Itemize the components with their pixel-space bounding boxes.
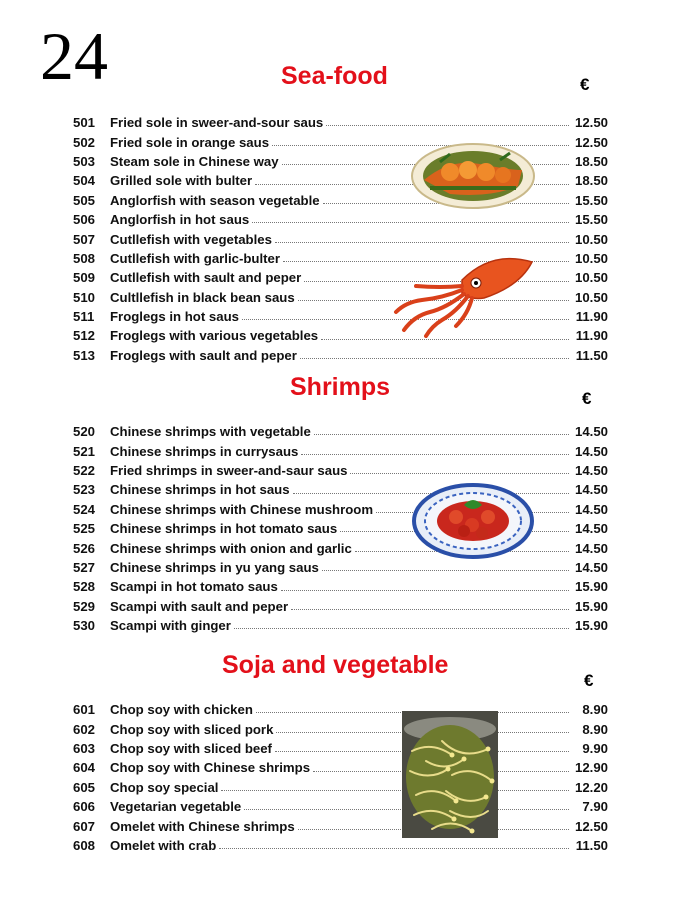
item-number: 505 [73,192,96,208]
item-name: Omelet with Chinese shrimps [110,818,295,834]
menu-item [73,594,608,613]
item-number: 511 [73,309,95,325]
menu-item [73,438,608,457]
item-number: 528 [73,579,96,595]
item-price: 8.90 [582,702,608,718]
item-number: 526 [73,540,96,556]
menu-item [73,755,608,774]
item-name: Chinese shrimps with onion and garlic [110,540,352,556]
menu-item [73,613,608,632]
item-name: Chop soy with chicken [110,702,253,718]
page-number: 24 [40,18,108,94]
item-number: 506 [73,212,96,228]
item-number: 606 [73,799,96,815]
item-name: Chop soy with Chinese shrimps [110,760,311,776]
item-price: 15.90 [574,598,608,614]
euro-symbol: € [584,671,594,690]
dot-leader [221,790,569,791]
dot-leader [350,473,569,474]
menu-item [73,775,608,794]
menu-item [73,343,608,362]
item-price: 15.90 [574,618,608,634]
item-name: Chinese shrimps in yu yang saus [110,559,319,575]
item-name: Fried sole in orange saus [110,134,270,150]
dot-leader [234,628,569,629]
euro-symbol: € [582,389,592,408]
item-number: 522 [73,462,96,478]
item-number: 604 [73,760,96,776]
item-name: Fried sole in sweer-and-sour saus [110,115,324,131]
item-number: 512 [73,328,96,344]
item-name: Grilled sole with bulter [110,173,253,189]
item-name: Cutllefish with vegetables [110,231,272,247]
soja-menu-list [73,697,608,852]
item-number: 602 [73,721,96,737]
item-number: 510 [73,289,96,305]
item-name: Cutllefish with sault and peper [110,270,302,286]
item-name: Chop soy with sliced pork [110,721,274,737]
item-name: Omelet with crab [110,837,217,853]
item-name: Cutllefish with garlic-bulter [110,250,280,266]
dot-leader [219,848,569,849]
item-price: 14.50 [574,424,608,440]
dot-leader [252,222,569,223]
item-price: 18.50 [574,153,608,169]
item-price: 7.90 [582,799,608,815]
menu-item [73,458,608,477]
item-name: Cultllefish in black bean saus [110,289,295,305]
menu-item [73,813,608,832]
item-number: 529 [73,598,96,614]
item-number: 504 [73,173,96,189]
item-price: 14.50 [574,482,608,498]
item-number: 601 [73,702,96,718]
item-price: 12.50 [574,818,608,834]
item-price: 14.50 [574,559,608,575]
item-number: 513 [73,347,96,363]
item-number: 521 [73,443,96,459]
dot-leader [322,570,569,571]
item-price: 8.90 [582,721,608,737]
item-price: 10.50 [574,289,608,305]
item-number: 607 [73,818,96,834]
item-number: 523 [73,482,96,498]
item-price: 14.50 [574,462,608,478]
item-price: 12.90 [574,760,608,776]
item-name: Chinese shrimps with Chinese mushroom [110,501,374,517]
dot-leader [275,242,569,243]
item-number: 502 [73,134,96,150]
item-name: Scampi with ginger [110,618,231,634]
item-number: 608 [73,837,96,853]
item-name: Anglorfish in hot saus [110,212,250,228]
item-number: 503 [73,153,96,169]
section-title-soja: Soja and vegetable [222,651,449,679]
item-name: Chop soy with sliced beef [110,740,272,756]
menu-item [73,226,608,245]
menu-item [73,697,608,716]
item-number: 509 [73,270,96,286]
item-price: 10.50 [574,250,608,266]
menu-item [73,574,608,593]
item-name: Fried shrimps in sweer-and-saur saus [110,462,348,478]
shrimp-dish-image [412,483,534,559]
item-price: 15.90 [574,579,608,595]
dot-leader [300,358,569,359]
item-name: Chinese shrimps with vegetable [110,424,311,440]
item-number: 527 [73,559,96,575]
item-price: 15.50 [574,192,608,208]
item-number: 605 [73,779,96,795]
item-price: 14.50 [574,540,608,556]
dot-leader [326,125,569,126]
item-price: 9.90 [582,740,608,756]
item-number: 507 [73,231,96,247]
item-name: Steam sole in Chinese way [110,153,279,169]
item-number: 524 [73,501,96,517]
item-name: Scampi with sault and peper [110,598,289,614]
fish-dish-image [410,140,536,210]
item-number: 501 [73,115,96,131]
item-price: 14.50 [574,443,608,459]
menu-item [73,794,608,813]
item-price: 10.50 [574,270,608,286]
item-name: Chinese shrimps in hot tomato saus [110,521,338,537]
item-name: Froglegs in hot saus [110,309,239,325]
item-name: Anglorfish with season vegetable [110,192,320,208]
soy-dish-image [402,711,498,838]
item-number: 530 [73,618,96,634]
item-number: 525 [73,521,96,537]
menu-item [73,110,608,129]
euro-symbol: € [580,75,590,94]
item-name: Chinese shrimps in hot saus [110,482,290,498]
item-price: 11.90 [575,328,608,344]
item-number: 520 [73,424,96,440]
dot-leader [301,454,569,455]
item-name: Chop soy special [110,779,219,795]
dot-leader [321,339,569,340]
dot-leader [314,434,569,435]
item-price: 12.20 [574,779,608,795]
menu-item [73,716,608,735]
item-price: 14.50 [574,501,608,517]
item-price: 12.50 [574,115,608,131]
item-number: 603 [73,740,96,756]
item-price: 15.50 [574,212,608,228]
item-name: Scampi in hot tomato saus [110,579,278,595]
item-price: 10.50 [574,231,608,247]
item-name: Froglegs with sault and peper [110,347,297,363]
item-price: 11.50 [575,837,608,853]
item-price: 11.90 [575,309,608,325]
item-number: 508 [73,250,96,266]
item-price: 14.50 [574,521,608,537]
item-price: 11.50 [575,347,608,363]
item-name: Vegetarian vegetable [110,799,242,815]
section-title-seafood: Sea-food [281,62,388,90]
section-title-shrimps: Shrimps [290,373,391,401]
item-price: 18.50 [574,173,608,189]
dot-leader [281,590,569,591]
menu-item [73,419,608,438]
squid-image [392,250,534,338]
item-name: Froglegs with various vegetables [110,328,319,344]
menu-item [73,736,608,755]
menu-item [73,833,608,852]
item-price: 12.50 [574,134,608,150]
dot-leader [291,609,569,610]
item-name: Chinese shrimps in currysaus [110,443,299,459]
